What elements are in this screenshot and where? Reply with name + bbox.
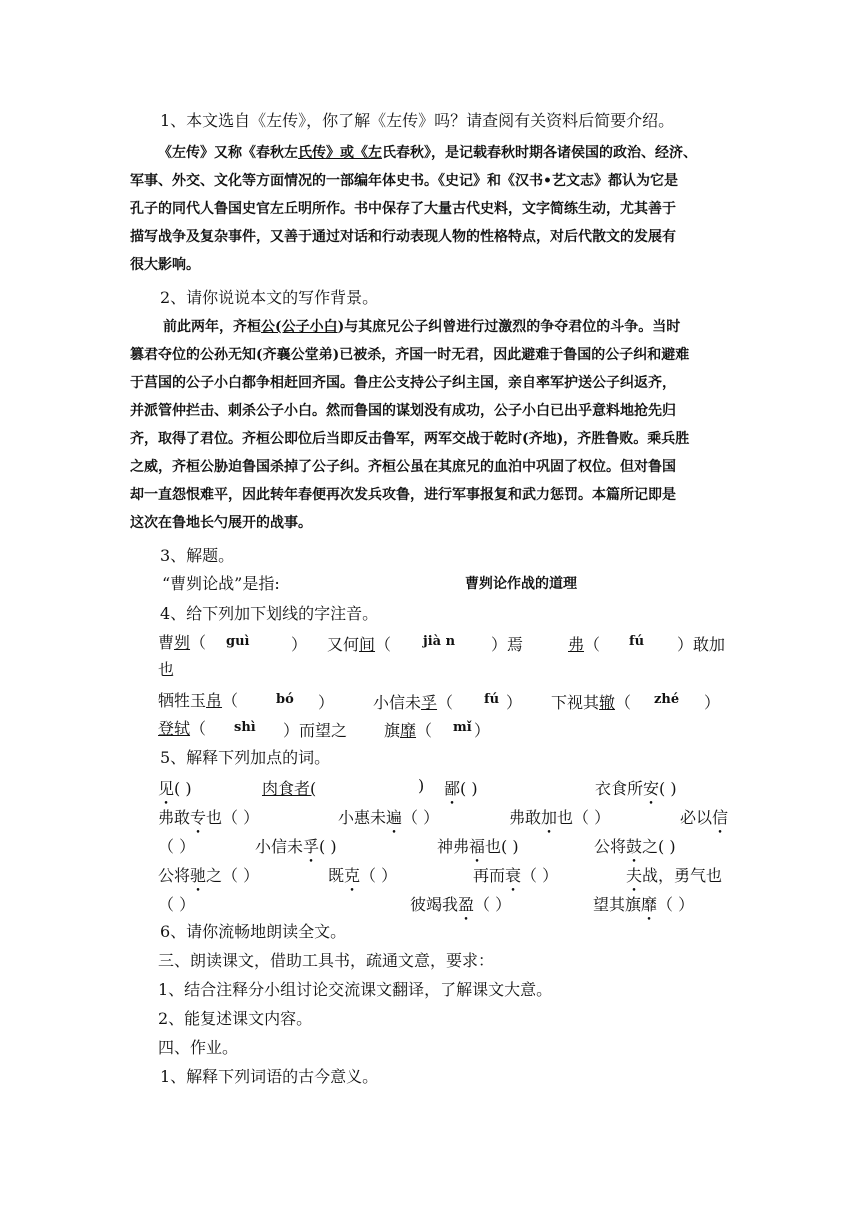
answer-2-line-7: 却一直怨恨难平，因此转年春便再次发兵攻鲁，进行军事报复和武力惩罚。本篇所记即是	[130, 487, 676, 503]
paren-close: ）	[291, 635, 308, 654]
word-item: 见( )	[158, 779, 192, 798]
word-item: 再而衰（ ）	[473, 866, 559, 885]
pinyin-answer: jià n	[423, 634, 456, 649]
answer-2-line-6: 之威，齐桓公胁迫鲁国杀掉了公子纠。齐桓公虽在其庶兄的血泊中巩固了权位。但对鲁国	[130, 459, 676, 475]
word-item: 神弗福也( )	[437, 837, 519, 856]
pinyin-row-3: 登轼（	[158, 719, 207, 738]
answer-2-line-4: 并派管仲拦击、刺杀公子小白。然而鲁国的谋划没有成功，公子小白已出乎意料地抢先归	[130, 403, 676, 419]
answer-2-line-3: 于莒国的公子小白都争相赶回齐国。鲁庄公支持公子纠主国，亲自率军护送公子纠返齐，	[130, 375, 676, 391]
word-item: 彼竭我盈（ ）	[410, 895, 512, 914]
answer-2-line-5: 齐，取得了君位。齐桓公即位后当即反击鲁军，两军交战于乾时(齐地)，齐胜鲁败。乘兵胜	[130, 431, 690, 447]
pinyin-item: ）而望之	[283, 721, 348, 740]
word-item: 公将鼓之( )	[594, 837, 676, 856]
pinyin-answer: mǐ	[453, 720, 472, 735]
answer-1-line-4: 描写战争及复杂事件，又善于通过对话和行动表现人物的性格特点，对后代散文的发展有	[130, 229, 676, 245]
pinyin-item: ）	[704, 693, 721, 712]
section-3-item-2: 2、能复述课文内容。	[158, 1009, 313, 1028]
pinyin-item: ）焉	[491, 635, 524, 654]
word-item: )	[418, 776, 425, 795]
pinyin-row-1-wrap: 也	[158, 660, 175, 679]
question-2: 2、请你说说本文的写作背景。	[160, 288, 379, 307]
word-item: （ ）	[158, 895, 196, 914]
answer-2-line-1: 前此两年，齐桓公(公子小白)与其庶兄公子纠曾进行过激烈的争夺君位的斗争。当时	[163, 319, 681, 335]
word-item: 鄙( )	[444, 779, 478, 798]
word-item: 肉食者(	[262, 779, 317, 798]
pinyin-item: 小信未孚（	[373, 693, 454, 712]
answer-1-line-5: 很大影响。	[130, 257, 200, 273]
pinyin-row-1: 曹刿（	[158, 633, 207, 652]
word-item: 既克（ ）	[328, 866, 398, 885]
pinyin-answer: shì	[234, 720, 256, 735]
answer-2-line-2: 篡君夺位的公孙无知(齐襄公堂弟)已被杀，齐国一时无君，因此避难于鲁国的公子纠和避难	[130, 347, 690, 363]
pinyin-item: ）	[506, 693, 523, 712]
question-1: 1、本文选自《左传》，你了解《左传》吗？请查阅有关资料后简要介绍。	[160, 111, 675, 130]
question-6: 6、请你流畅地朗读全文。	[160, 922, 347, 941]
answer-1-line-1: 《左传》又称《春秋左氏传》或《左氏春秋》，是记载春秋时期各诸侯国的政治、经济、	[158, 145, 697, 161]
pinyin-answer: fú	[629, 634, 645, 649]
pinyin-item: ）敢加	[677, 635, 726, 654]
word-item: （ ）	[158, 837, 196, 856]
word-item: 小信未孚( )	[255, 837, 337, 856]
section-4-title: 四、作业。	[158, 1038, 239, 1057]
section-3-item-1: 1、结合注释分小组讨论交流课文翻译，了解课文大意。	[158, 980, 553, 999]
word-item: 公将驰之（ ）	[158, 866, 260, 885]
word-item: 小惠未遍（ ）	[338, 808, 440, 827]
question-3: 3、解题。	[160, 546, 235, 565]
pinyin-item: 又何间（	[327, 635, 392, 654]
word-item: 夫战，勇气也	[626, 866, 723, 885]
word-item: 望其旗靡（ ）	[593, 895, 695, 914]
word-item: 衣食所安( )	[595, 779, 677, 798]
word-item: 必以信	[680, 808, 729, 827]
pinyin-item: ）	[318, 693, 335, 712]
pinyin-answer: bó	[276, 692, 294, 707]
answer-2-line-8: 这次在鲁地长勺展开的战事。	[130, 515, 312, 531]
pinyin-item: 旗靡（	[384, 721, 433, 740]
question-4: 4、给下列加下划线的字注音。	[160, 604, 379, 623]
question-3-prompt: “曹刿论战”是指:	[162, 574, 280, 593]
section-3-title: 三、朗读课文，借助工具书，疏通文意，要求：	[158, 951, 495, 970]
word-item: 弗敢加也（ ）	[509, 808, 611, 827]
answer-1-line-3: 孔子的同代人鲁国史官左丘明所作。书中保存了大量古代史料，文字简练生动，尤其善于	[130, 201, 676, 217]
pinyin-answer: zhé	[654, 692, 680, 707]
pinyin-row-2: 牺牲玉帛（	[158, 691, 239, 710]
pinyin-item: ）	[474, 721, 491, 740]
section-4-item-1: 1、解释下列词语的古今意义。	[160, 1067, 379, 1086]
pinyin-answer: fú	[484, 692, 500, 707]
pinyin-item: 弗（	[568, 635, 601, 654]
question-5: 5、解释下列加点的词。	[160, 748, 331, 767]
question-3-answer: 曹刿论作战的道理	[465, 576, 577, 592]
answer-1-line-2: 军事、外交、文化等方面情况的一部编年体史书。《史记》和《汉书•艺文志》都认为它是	[130, 173, 678, 189]
pinyin-item: 下视其辙（	[551, 693, 632, 712]
word-item: 弗敢专也（ ）	[158, 808, 260, 827]
pinyin-answer: guì	[226, 634, 250, 649]
